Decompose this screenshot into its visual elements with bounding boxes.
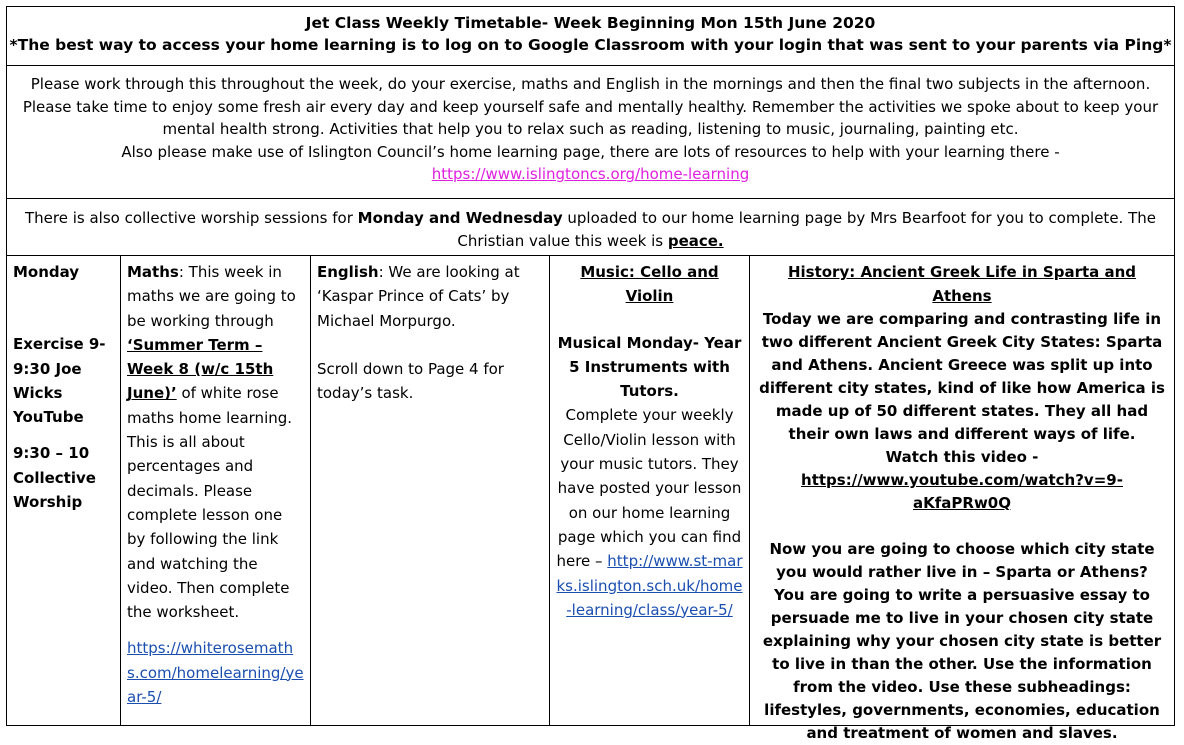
english-text2: Scroll down to Page 4 for today’s task. (317, 359, 504, 403)
st-marks-link[interactable]: http://www.st-marks.islington.sch.uk/home-learning/class/year-5/ (556, 552, 743, 619)
maths-unit: ‘Summer Term – Week 8 (w/c 15th June)’ (127, 335, 274, 403)
header-row (7, 7, 1174, 66)
history-heading: History: Ancient Greek Life in Sparta and Athens (787, 263, 1137, 305)
history-text2: Now you are going to choose which city state you would rather live in – Sparta or Athens? (769, 540, 1155, 581)
music-subheading: Musical Monday- Year 5 Instruments with Tutors. (557, 333, 742, 401)
worship-text (7, 199, 1174, 254)
worship-slot: 9:30 – 10 Collective Worship (13, 444, 96, 512)
schedule-cell (7, 256, 121, 725)
islington-link[interactable]: https://www.islingtoncs.org/home-learning (431, 165, 750, 183)
page-title: Jet Class Weekly Timetable- Week Beginning Mon 15th June 2020 (305, 14, 876, 32)
worship-mid: uploaded to our home learning page by Mrs Bearfoot for you to complete. The Christian value this week is (457, 209, 1156, 250)
history-watch: Watch this video - (885, 448, 1039, 466)
worship-row (7, 199, 1174, 256)
maths-cell (121, 256, 311, 725)
maths-text1: : This week in maths we are going to be working through (127, 263, 296, 330)
history-cell (750, 256, 1174, 742)
maths-label: Maths (127, 263, 179, 281)
intro-text (7, 66, 1174, 188)
english-label: English (317, 263, 379, 281)
history-text3: You are going to write a persuasive essay to persuade me to live in your chosen city state explaining why your chosen city state is better to live in than the other. Use the information from the video. Use these subheadings: lifestyles, governments, economies, education and treatment of women and slaves. (762, 586, 1162, 742)
music-heading: Music: Cello and Violin (580, 263, 719, 306)
page-subtitle: *The best way to access your home learning is to log on to Google Classroom with your login that was sent to your parents via Ping* (9, 36, 1172, 54)
day-grid (7, 256, 1174, 742)
worship-value: peace. (667, 231, 724, 250)
white-rose-link[interactable]: https://whiterosemaths.com/homelearning/year-5/ (127, 639, 304, 707)
english-text1: : We are looking at ‘Kaspar Prince of Cats’ by Michael Morpurgo. (317, 263, 520, 330)
intro-row (7, 66, 1174, 199)
music-cell (550, 256, 750, 725)
worship-days: Monday and Wednesday (357, 209, 563, 227)
intro-line1: Please work through this throughout the week, do your exercise, maths and English in the mornings and then the final two subjects in the afternoon. Please take time to enjoy some fresh air every day and keep yourself safe and mentally healthy. Remember the activities we spoke about to keep your mental health strong. Activities that help you to relax such as reading, listening to music, journaling, painting etc. (22, 75, 1159, 138)
intro-line2: Also please make use of Islington Council’s home learning page, there are lots of resources to help with your learning there - (121, 142, 1060, 161)
youtube-link[interactable]: https://www.youtube.com/watch?v=9-aKfaPRw0Q (801, 471, 1123, 512)
day-label: Monday (13, 263, 80, 281)
worship-pre: There is also collective worship sessions for (25, 209, 358, 227)
history-text1: Today we are comparing and contrasting life in two different Ancient Greek City States: Sparta and Athens. Ancient Greece was split up into different city states, kind of like how America is made up of 50 different states. They all had their own laws and different ways of life. (759, 310, 1165, 443)
exercise-slot: Exercise 9-9:30 Joe Wicks YouTube (13, 335, 106, 427)
maths-text2: of white rose maths home learning. This is all about percentages and decimals. Please complete lesson one by following the link and watching the video. Then complete the worksheet. (127, 384, 293, 622)
music-text: Complete your weekly Cello/Violin lesson with your music tutors. They have posted your lesson on our home learning page which you can find here – (556, 406, 742, 571)
timetable (6, 6, 1175, 742)
english-cell (311, 256, 550, 725)
